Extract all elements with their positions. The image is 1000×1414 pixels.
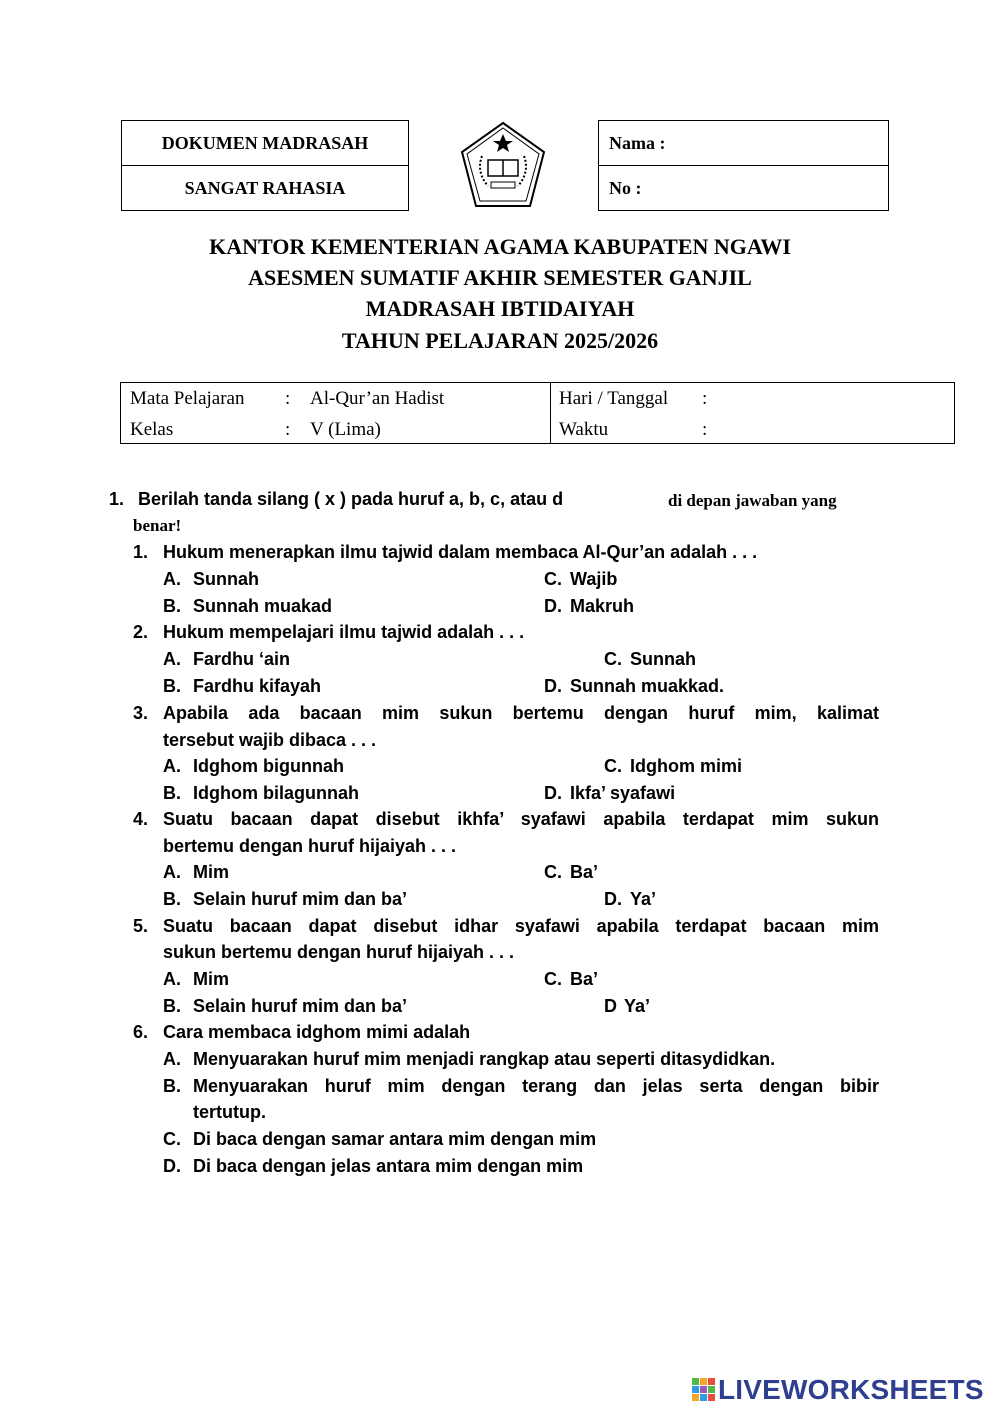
option-letter[interactable]: D. bbox=[544, 676, 562, 696]
option-text[interactable]: Idghom bigunnah bbox=[193, 756, 344, 776]
question-number: 6. bbox=[133, 1022, 149, 1042]
doc-label: DOKUMEN MADRASAH bbox=[122, 121, 408, 166]
option-letter[interactable]: B. bbox=[163, 783, 181, 803]
option-letter[interactable]: D. bbox=[544, 783, 562, 803]
option-text[interactable]: Sunnah bbox=[630, 649, 696, 669]
option-text[interactable]: Selain huruf mim dan ba’ bbox=[193, 889, 408, 909]
question-number: 1. bbox=[133, 542, 149, 562]
subject-label: Mata Pelajaran bbox=[130, 388, 245, 409]
question-text: Hukum mempelajari ilmu tajwid adalah . . . bbox=[163, 622, 525, 642]
page-title-line-1: KANTOR KEMENTERIAN AGAMA KABUPATEN NGAWI bbox=[209, 234, 791, 259]
option-letter[interactable]: B. bbox=[163, 889, 181, 909]
option-text[interactable]: Makruh bbox=[570, 596, 635, 616]
option-text[interactable]: Sunnah muakkad. bbox=[570, 676, 725, 696]
option-letter[interactable]: A. bbox=[163, 969, 181, 989]
option-letter[interactable]: C. bbox=[544, 969, 562, 989]
option-letter[interactable]: A. bbox=[163, 1049, 181, 1069]
option-letter[interactable]: B. bbox=[163, 596, 181, 616]
section-instruction-cont: di depan jawaban yang bbox=[668, 491, 837, 510]
option-text[interactable]: Mim bbox=[193, 969, 229, 989]
option-letter[interactable]: D bbox=[604, 996, 617, 1016]
colon: : bbox=[702, 419, 708, 440]
option-letter[interactable]: C. bbox=[544, 862, 562, 882]
question-text: Apabila ada bacaan mim sukun bertemu dengan huruf mim, kalimat bbox=[163, 703, 879, 723]
question-text-cont: bertemu dengan huruf hijaiyah . . . bbox=[163, 836, 457, 856]
option-letter[interactable]: C. bbox=[604, 756, 622, 776]
option-text[interactable]: Fardhu ‘ain bbox=[193, 649, 291, 669]
option-letter[interactable]: C. bbox=[544, 569, 562, 589]
page-title-line-3: MADRASAH IBTIDAIYAH bbox=[365, 296, 635, 321]
question-text-cont: sukun bertemu dengan huruf hijaiyah . . . bbox=[163, 942, 515, 962]
option-letter[interactable]: B. bbox=[163, 1076, 181, 1096]
liveworksheets-logo-icon bbox=[692, 1378, 716, 1402]
class-value: V (Lima) bbox=[310, 419, 381, 440]
colon: : bbox=[285, 419, 291, 440]
day-date-label: Hari / Tanggal bbox=[559, 388, 669, 409]
question-number: 4. bbox=[133, 809, 149, 829]
option-text[interactable]: Menyuarakan huruf mim menjadi rangkap atau seperti ditasydidkan. bbox=[193, 1049, 776, 1069]
option-text[interactable]: Sunnah muakad bbox=[193, 596, 333, 616]
question-text: Hukum menerapkan ilmu tajwid dalam membaca Al-Qur’an adalah . . . bbox=[163, 542, 758, 562]
option-letter[interactable]: A. bbox=[163, 756, 181, 776]
option-letter[interactable]: A. bbox=[163, 862, 181, 882]
question-text: Cara membaca idghom mimi adalah bbox=[163, 1022, 471, 1042]
brand-text: LIVEWORKSHEETS bbox=[718, 1374, 984, 1405]
question-text: Suatu bacaan dapat disebut ikhfa’ syafawi apabila terdapat mim sukun bbox=[163, 809, 879, 829]
option-letter[interactable]: B. bbox=[163, 676, 181, 696]
section-instruction-end: benar! bbox=[133, 516, 182, 535]
secret-label: SANGAT RAHASIA bbox=[184, 178, 346, 198]
subject-value: Al-Qur’an Hadist bbox=[310, 388, 445, 409]
option-text[interactable]: Ba’ bbox=[570, 862, 599, 882]
section-instruction: Berilah tanda silang ( x ) pada huruf a, b, c, atau d bbox=[138, 489, 564, 509]
option-letter[interactable]: A. bbox=[163, 569, 181, 589]
option-text[interactable]: Di baca dengan jelas antara mim dengan mim bbox=[193, 1156, 584, 1176]
option-text[interactable]: Menyuarakan huruf mim dengan terang dan jelas serta dengan bibir bbox=[193, 1076, 879, 1096]
option-text[interactable]: Mim bbox=[193, 862, 229, 882]
time-label: Waktu bbox=[559, 419, 609, 440]
page-title-line-4: TAHUN PELAJARAN 2025/2026 bbox=[341, 328, 659, 353]
option-text[interactable]: Idghom bilagunnah bbox=[193, 783, 359, 803]
student-identity-box bbox=[598, 120, 889, 211]
option-text[interactable]: Ikfa’ syafawi bbox=[570, 783, 676, 803]
option-letter[interactable]: D. bbox=[163, 1156, 181, 1176]
document-classification-box bbox=[121, 120, 409, 211]
table-divider bbox=[550, 383, 551, 443]
kemenag-emblem-icon bbox=[458, 120, 548, 210]
option-letter[interactable]: C. bbox=[163, 1129, 181, 1149]
option-text[interactable]: Ya’ bbox=[630, 889, 657, 909]
option-text[interactable]: Ya’ bbox=[624, 996, 651, 1016]
option-letter[interactable]: A. bbox=[163, 649, 181, 669]
question-number: 5. bbox=[133, 916, 149, 936]
option-text[interactable]: Di baca dengan samar antara mim dengan mim bbox=[193, 1129, 597, 1149]
option-text[interactable]: Fardhu kifayah bbox=[193, 676, 322, 696]
question-number: 2. bbox=[133, 622, 149, 642]
colon: : bbox=[702, 388, 708, 409]
option-letter[interactable]: D. bbox=[544, 596, 562, 616]
option-text[interactable]: Wajib bbox=[570, 569, 618, 589]
option-text-cont[interactable]: tertutup. bbox=[193, 1102, 266, 1122]
question-number: 3. bbox=[133, 703, 149, 723]
section-number: 1. bbox=[109, 489, 125, 509]
option-text[interactable]: Idghom mimi bbox=[630, 756, 742, 776]
option-text[interactable]: Selain huruf mim dan ba’ bbox=[193, 996, 408, 1016]
name-field[interactable]: Nama : bbox=[599, 121, 888, 166]
option-text[interactable]: Ba’ bbox=[570, 969, 599, 989]
colon: : bbox=[285, 388, 291, 409]
class-label: Kelas bbox=[130, 419, 174, 440]
option-letter[interactable]: D. bbox=[604, 889, 622, 909]
page-title-line-2: ASESMEN SUMATIF AKHIR SEMESTER GANJIL bbox=[248, 265, 752, 290]
option-letter[interactable]: C. bbox=[604, 649, 622, 669]
question-text-cont: tersebut wajib dibaca . . . bbox=[163, 730, 377, 750]
option-letter[interactable]: B. bbox=[163, 996, 181, 1016]
exam-info-table bbox=[120, 382, 955, 444]
question-text: Suatu bacaan dapat disebut idhar syafawi apabila terdapat bacaan mim bbox=[163, 916, 879, 936]
option-text[interactable]: Sunnah bbox=[193, 569, 259, 589]
number-field[interactable]: No : bbox=[609, 178, 642, 198]
